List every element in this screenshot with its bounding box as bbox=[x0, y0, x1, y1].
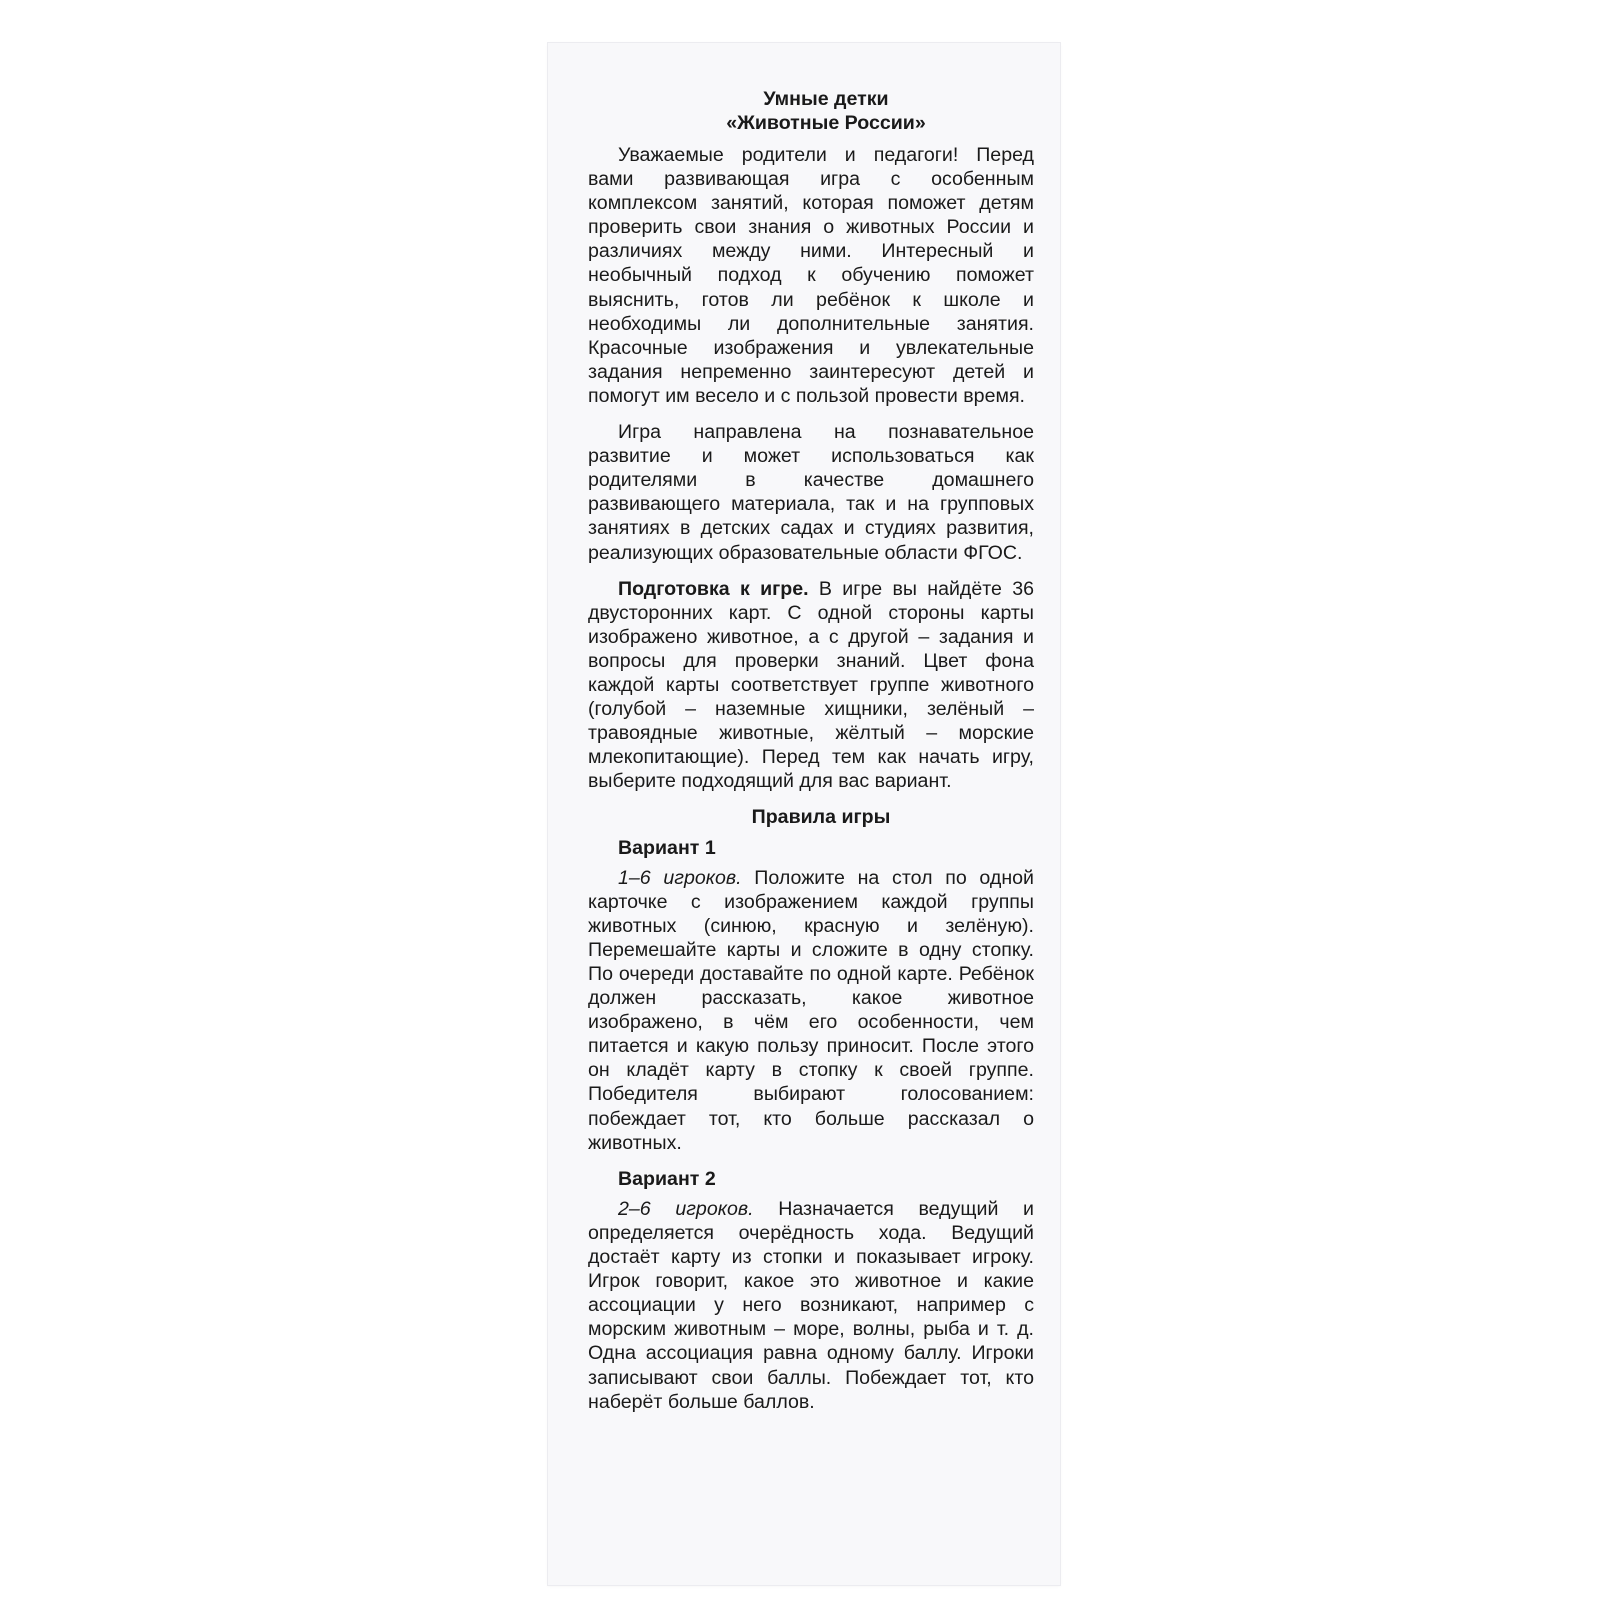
variant-1-title: Вариант 1 bbox=[618, 836, 716, 859]
leaflet-title bbox=[588, 87, 1034, 135]
variant-1-paragraph bbox=[588, 866, 1034, 1155]
variant-2-paragraph bbox=[588, 1197, 1034, 1414]
title-line-1: Умные детки bbox=[763, 88, 889, 110]
variant-2-title: Вариант 2 bbox=[618, 1167, 716, 1190]
instruction-leaflet bbox=[548, 43, 1060, 1585]
variant-1-text: Положите на стол по одной карточке с изображением каждой группы животных (синюю, красную и зелёную). Перемешайте карты и сложите в одну стопку. По очереди доставайте по одной карте. Ребёнок должен рассказать, какое животное изображено, в чём его особенности, чем питается и какую пользу приносит. После этого он кладёт карту в стопку к своей группе. Победителя выбирают голосованием: побеждает тот, кто больше рассказал о животных. bbox=[588, 866, 1034, 1154]
preparation-paragraph bbox=[588, 577, 1034, 794]
intro-paragraph: Уважаемые родители и педагоги! Перед вами развивающая игра с особенным комплексом занятий, которая поможет детям проверить свои знания о животных России и различиях между ними. Интересный и необычный подход к обучению поможет выяснить, готов ли ребёнок к школе и необходимы ли дополнительные занятия. Красочные изображения и увлекательные задания непременно заинтересуют детей и помогут им весело и с пользой провести время. bbox=[588, 144, 1034, 407]
variant-1-players: 1–6 игроков. bbox=[618, 866, 742, 889]
rules-title: Правила игры bbox=[751, 806, 891, 829]
variant-2-players: 2–6 игроков. bbox=[618, 1197, 754, 1220]
preparation-heading: Подготовка к игре. bbox=[618, 577, 809, 600]
preparation-text: В игре вы найдёте 36 двусторонних карт. С одной стороны карты изображено животное, а с другой – задания и вопросы для проверки знаний. Цвет фона каждой карты соответствует группе животного (голубой – наземные хищники, зелёный – травоядные животные, жёлтый – морские млекопитающие). Перед тем как начать игру, выберите подходящий для вас вариант. bbox=[588, 577, 1034, 793]
purpose-paragraph: Игра направлена на познавательное развитие и может использоваться как родителями в качестве домашнего развивающего материала, так и на групповых занятиях в детских садах и студиях развития, реализующих образовательные области ФГОС. bbox=[588, 421, 1034, 564]
title-line-2: «Животные России» bbox=[726, 112, 926, 134]
variant-2-text: Назначается ведущий и определяется очерёдность хода. Ведущий достаёт карту из стопки и показывает игроку. Игрок говорит, какое это животное и какие ассоциации у него возникают, например с морским животным – море, волны, рыба и т. д. Одна ассоциация равна одному баллу. Игроки записывают свои баллы. Побеждает тот, кто наберёт больше баллов. bbox=[588, 1197, 1034, 1413]
